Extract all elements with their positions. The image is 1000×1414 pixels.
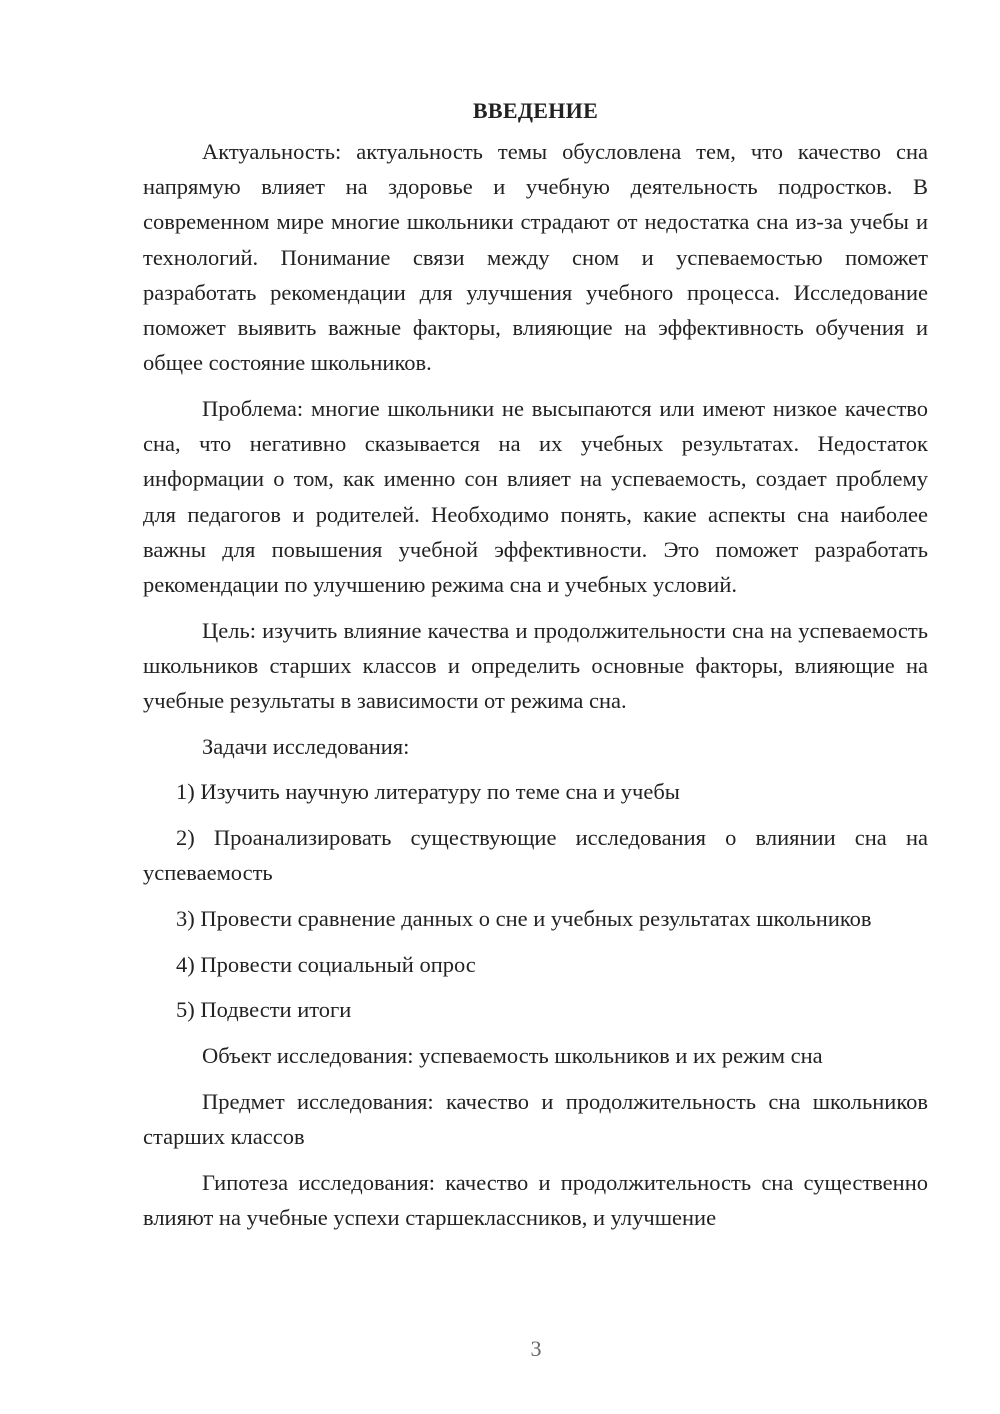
paragraph-subject: Предмет исследования: качество и продолжительность сна школьников старших классов <box>143 1088 928 1150</box>
task-item-5: 5) Подвести итоги <box>176 997 352 1023</box>
document-page <box>143 96 928 1246</box>
task-item-4: 4) Провести социальный опрос <box>176 951 476 977</box>
paragraph-goal: Цель: изучить влияние качества и продолжительности сна на успеваемость школьников старших классов и определить основные факторы, влияющие на учебные результаты в зависимости от режима сна. <box>143 617 928 714</box>
task-item-3: 3) Провести сравнение данных о сне и учебных результатах школьников <box>176 906 872 932</box>
paragraph-problem: Проблема: многие школьники не высыпаются или имеют низкое качество сна, что негативно сказывается на их учебных результатах. Недостаток информации о том, как именно сон влияет на успеваемость, создает проблему для педагогов и родителей. Необходимо понять, какие аспекты сна наиболее важны для повышения учебной эффективности. Это поможет разработать рекомендации по улучшению режима сна и учебных условий. <box>143 395 928 597</box>
task-item-2: 2) Проанализировать существующие исследования о влиянии сна на успеваемость <box>143 825 928 886</box>
page-title: ВВЕДЕНИЕ <box>472 98 599 123</box>
paragraph-hypothesis: Гипотеза исследования: качество и продолжительность сна существенно влияют на учебные успехи старшеклассников, и улучшение <box>143 1169 928 1230</box>
page-number: 3 <box>530 1336 542 1361</box>
paragraph-object: Объект исследования: успеваемость школьников и их режим сна <box>202 1043 823 1069</box>
task-item-1: 1) Изучить научную литературу по теме сна и учебы <box>176 779 680 805</box>
paragraph-tasks-heading: Задачи исследования: <box>202 733 410 759</box>
paragraph-relevance: Актуальность: актуальность темы обусловлена тем, что качество сна напрямую влияет на здоровье и учебную деятельность подростков. В современном мире многие школьники страдают от недостатка сна из-за учебы и технологий. Понимание связи между сном и успеваемостью поможет разработать рекомендации для улучшения учебного процесса. Исследование поможет выявить важные факторы, влияющие на эффективность обучения и общее состояние школьников. <box>143 139 928 376</box>
